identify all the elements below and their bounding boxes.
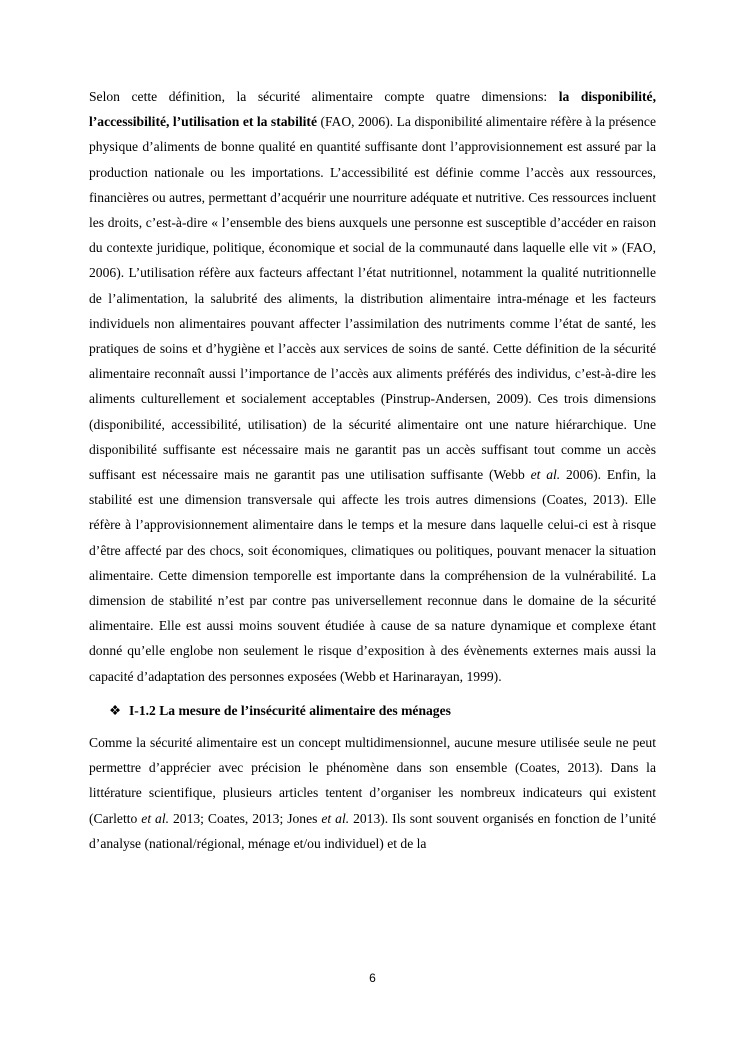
page-number: 6 (369, 971, 376, 985)
italic-et-al: et al. (321, 810, 350, 826)
text-run: 2013). Ils sont souvent organisés en fonction de l’unité d’analyse (national/régional, ménage et/ou individuel) et de la (89, 810, 656, 851)
paragraph-food-security-dimensions (89, 84, 656, 689)
text-run: 2006). Enfin, la stabilité est une dimension transversale qui affecte les trois autres dimensions (Coates, 2013). Elle réfère à l’approvisionnement alimentaire dans le temps et la mesure dans laquelle celui-ci est à risque d’être affecté par des chocs, soit économiques, climatiques ou politiques, pouvant menacer la situation alimentaire. Cette dimension temporelle est importante dans la compréhension de la vulnérabilité. La dimension de stabilité n’est par contre pas universellement reconnue dans le domaine de la sécurité alimentaire. Elle est aussi moins souvent étudiée à cause de sa nature dynamique et complexe étant donné qu’elle englobe non seulement le risque d’exposition à des évènements externes mais aussi la capacité d’adaptation des personnes exposées (Webb et Harinarayan, 1999). (89, 467, 657, 684)
bold-dimensions: la disponibilité, l’accessibilité, l’utilisation et la stabilité (89, 89, 656, 130)
section-heading-text: I-1.2 La mesure de l’insécurité alimentaire des ménages (129, 702, 451, 718)
italic-et-al: et al. (530, 467, 561, 483)
text-run: Comme la sécurité alimentaire est un concept multidimensionnel, aucune mesure utilisée seule ne peut permettre d’apprécier avec précision le phénomène dans son ensemble (Coates, 2013). Dans la littérature scientifique, plusieurs articles tentent d’organiser les nombreux indicateurs qui existent (Carletto (89, 735, 656, 826)
text-run: (FAO, 2006). La disponibilité alimentaire réfère à la présence physique d’aliments de bonne qualité en quantité suffisante dont l’approvisionnement est assuré par la production nationale ou les importations. L’accessibilité est définie comme l’accès aux ressources, financières ou autres, permettant d’acquérir une nourriture adéquate et nutritive. Ces ressources incluent les droits, c’est-à-dire « l’ensemble des biens auxquels une personne est susceptible d’accéder en raison du contexte juridique, politique, économique et social de la communauté dans laquelle elle vit » (FAO, 2006). L’utilisation réfère aux facteurs affectant l’état nutritionnel, notamment la qualité nutritionnelle de l’alimentation, la salubrité des aliments, la distribution alimentaire intra-ménage et les facteurs individuels non alimentaires pouvant affecter l’assimilation des nutriments comme l’état de santé, les pratiques de soins et d’hygiène et l’accès aux services de soins de santé. Cette définition de la sécurité alimentaire reconnaît aussi l’importance de l’accès aux aliments préférés des individus, c’est-à-dire les aliments culturellement et socialement acceptables (Pinstrup-Andersen, 2009). Ces trois dimensions (disponibilité, accessibilité, utilisation) de la sécurité alimentaire ont une nature hiérarchique. Une disponibilité suffisante est nécessaire mais ne garantit pas un accès suffisant tout comme un accès suffisant est nécessaire mais ne garantit pas une utilisation suffisante (Webb (89, 114, 656, 483)
italic-et-al: et al. (141, 810, 170, 826)
section-heading (89, 698, 656, 723)
paragraph-measurement (89, 730, 656, 856)
body-text (89, 84, 656, 856)
diamond-bullet-icon: ❖ (109, 702, 122, 718)
text-run: Selon cette définition, la sécurité alimentaire compte quatre dimensions: (89, 89, 559, 104)
text-run: 2013; Coates, 2013; Jones (169, 810, 322, 826)
